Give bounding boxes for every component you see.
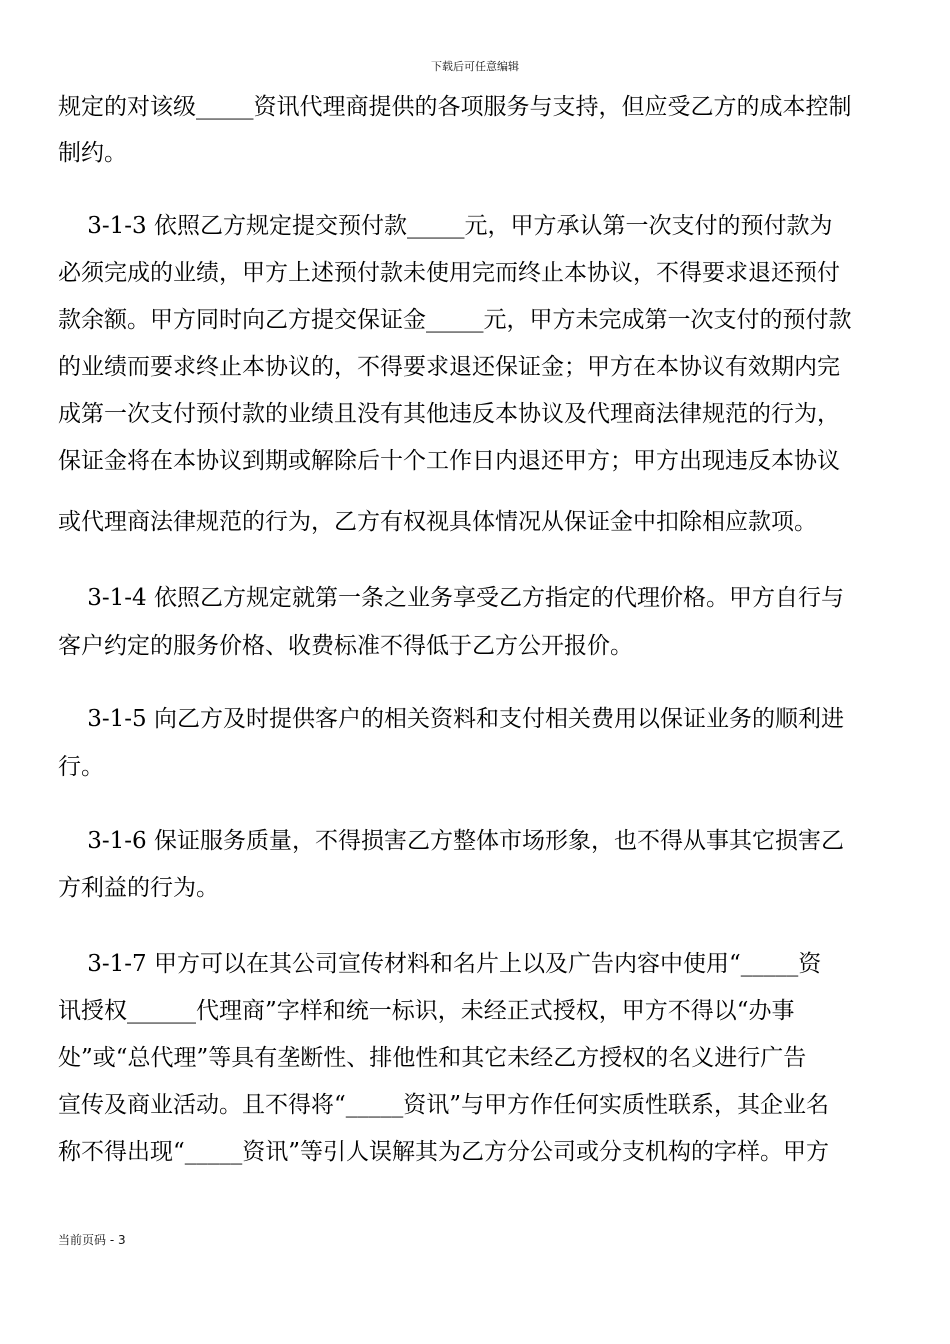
body-line: 称不得出现“_____资讯”等引人误解其为乙方分公司或分支机构的字样。甲方 bbox=[58, 1139, 830, 1165]
body-line: 必须完成的业绩，甲方上述预付款未使用完而终止本协议，不得要求退还预付 bbox=[58, 260, 840, 286]
clause-3-1-3-line: 3-1-3 依照乙方规定提交预付款_____元，甲方承认第一次支付的预付款为 bbox=[58, 213, 833, 239]
body-line: 款余额。甲方同时向乙方提交保证金_____元，甲方未完成第一次支付的预付款 bbox=[58, 307, 852, 333]
body-line: 行。 bbox=[58, 754, 104, 780]
body-line: 处”或“总代理”等具有垄断性、排他性和其它未经乙方授权的名义进行广告 bbox=[58, 1045, 807, 1071]
body-line: 规定的对该级_____资讯代理商提供的各项服务与支持，但应受乙方的成本控制 bbox=[58, 94, 852, 120]
page-number-footer: 当前页码 - 3 bbox=[58, 1233, 126, 1247]
body-line: 制约。 bbox=[58, 140, 127, 166]
body-line: 成第一次支付预付款的业绩且没有其他违反本协议及代理商法律规范的行为， bbox=[58, 401, 840, 427]
clause-3-1-5-line: 3-1-5 向乙方及时提供客户的相关资料和支付相关费用以保证业务的顺利进 bbox=[58, 706, 844, 732]
body-line: 方利益的行为。 bbox=[58, 875, 219, 901]
body-line: 宣传及商业活动。且不得将“_____资讯”与甲方作任何实质性联系，其企业名 bbox=[58, 1092, 830, 1118]
body-line: 的业绩而要求终止本协议的，不得要求退还保证金；甲方在本协议有效期内完 bbox=[58, 354, 840, 380]
page-header-note: 下载后可任意编辑 bbox=[431, 60, 519, 73]
clause-3-1-6-line: 3-1-6 保证服务质量，不得损害乙方整体市场形象，也不得从事其它损害乙 bbox=[58, 828, 844, 854]
body-line: 客户约定的服务价格、收费标准不得低于乙方公开报价。 bbox=[58, 633, 633, 659]
body-line: 或代理商法律规范的行为，乙方有权视具体情况从保证金中扣除相应款项。 bbox=[58, 509, 817, 535]
body-line: 讯授权______代理商”字样和统一标识，未经正式授权，甲方不得以“办事 bbox=[58, 998, 795, 1024]
body-line: 保证金将在本协议到期或解除后十个工作日内退还甲方；甲方出现违反本协议 bbox=[58, 448, 840, 474]
clause-3-1-4-line: 3-1-4 依照乙方规定就第一条之业务享受乙方指定的代理价格。甲方自行与 bbox=[58, 585, 844, 611]
clause-3-1-7-line: 3-1-7 甲方可以在其公司宣传材料和名片上以及广告内容中使用“_____资 bbox=[58, 951, 822, 977]
